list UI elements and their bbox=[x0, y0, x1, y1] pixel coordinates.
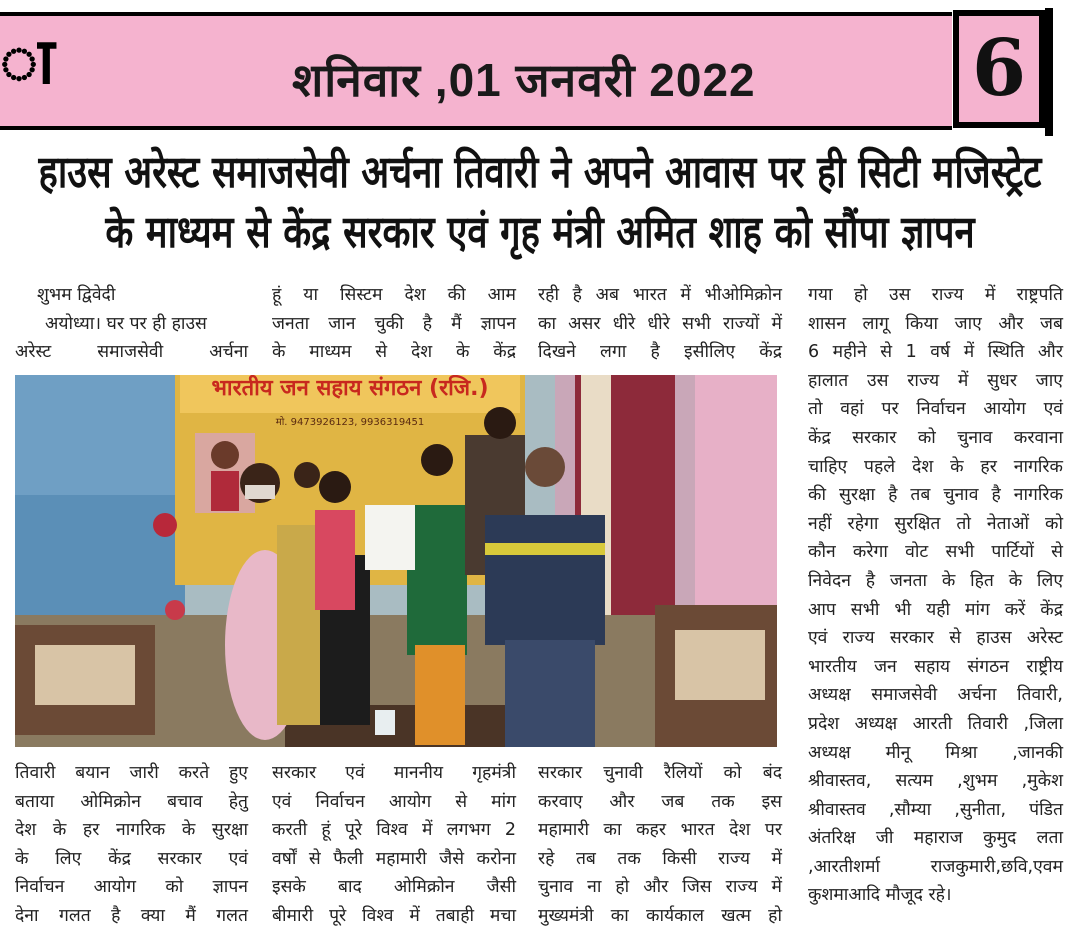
text-line: अध्यक्ष समाजसेवी अर्चना तिवारी, bbox=[808, 685, 1063, 706]
header-right-edge bbox=[1045, 8, 1053, 136]
article-column-1-top bbox=[15, 281, 248, 367]
text-line: केंद्र सरकार को चुनाव करवाना bbox=[808, 427, 1063, 448]
text-line: निवेदन है जनता के हित के लिए bbox=[808, 570, 1063, 591]
text-line: आप सभी भी यही मांग करें केंद्र bbox=[808, 599, 1063, 620]
text-line: की सुरक्षा है तब चुनाव है नागरिक bbox=[808, 485, 1063, 506]
text-line: बताया ओमिक्रोन बचाव हेतु bbox=[15, 791, 248, 812]
text-line: करती हूं पूरे विश्व में लगभग 2 bbox=[272, 820, 516, 841]
text-line: शासन लागू किया जाए और जब bbox=[808, 313, 1063, 334]
text-line: के माध्यम से देश के केंद्र bbox=[272, 342, 516, 363]
headline-line-1: हाउस अरेस्ट समाजसेवी अर्चना तिवारी ने अपने आवास पर ही सिटी मजिस्ट्रेट bbox=[38, 146, 1042, 198]
text-line: एवं राज्य सरकार से हाउस अरेस्ट bbox=[808, 628, 1063, 649]
text-line: रही है अब भारत में भीओमिक्रोन bbox=[538, 285, 782, 305]
text-line: कौन करेगा वोट सभी पार्टियों से bbox=[808, 542, 1063, 563]
text-line: अरेस्ट समाजसेवी अर्चना bbox=[15, 342, 248, 363]
text-line: का असर धीरे धीरे सभी राज्यों में bbox=[538, 313, 782, 334]
text-line: जनता जान चुकी है मैं ज्ञापन bbox=[272, 313, 516, 334]
text-line: अध्यक्ष मीनू मिश्रा ,जानकी bbox=[808, 742, 1063, 763]
text-line: निर्वाचन आयोग को ज्ञापन bbox=[15, 877, 248, 898]
text-line: तो वहां पर निर्वाचन आयोग एवं bbox=[808, 399, 1063, 420]
cropped-masthead-glyph: ा bbox=[0, 25, 55, 99]
text-line: भारतीय जन सहाय संगठन राष्ट्रीय bbox=[808, 656, 1063, 677]
text-line: श्रीवास्तव, सत्यम ,शुभम ,मुकेश bbox=[808, 771, 1063, 792]
text-line: तिवारी बयान जारी करते हुए bbox=[15, 763, 248, 783]
byline: शुभम द्विवेदी bbox=[37, 285, 116, 305]
text-line: दिखने लगा है इसीलिए केंद्र bbox=[538, 342, 782, 363]
text-line: कुशमाआदि मौजूद रहे। bbox=[808, 885, 952, 906]
issue-date: शनिवार ,01 जनवरी 2022 bbox=[292, 54, 756, 106]
text-line: महामारी का कहर भारत देश पर bbox=[538, 820, 782, 841]
text-line: देना गलत है क्या मैं गलत bbox=[15, 905, 248, 926]
text-line: करवाए और जब तक इस bbox=[538, 791, 782, 812]
text-line: प्रदेश अध्यक्ष आरती तिवारी ,जिला bbox=[808, 713, 1063, 734]
text-line: श्रीवास्तव ,सौम्या ,सुनीता, पंडित bbox=[808, 799, 1063, 820]
text-line: मुख्यमंत्री का कार्यकाल खत्म हो bbox=[538, 905, 782, 926]
text-line: नहीं रहेगा सुरक्षित तो नेताओं को bbox=[808, 513, 1063, 534]
text-line: अयोध्या। घर पर ही हाउस bbox=[45, 313, 207, 334]
page-number: 6 bbox=[971, 23, 1027, 114]
banner-title: भारतीय जन सहाय संगठन (रजि.) bbox=[211, 376, 489, 401]
text-line: इसके बाद ओमिक्रोन जैसी bbox=[272, 877, 516, 898]
article-column-4 bbox=[808, 281, 1063, 910]
text-line: अंतरिक्ष जी महाराज कुमुद लता bbox=[808, 828, 1063, 849]
text-line: के लिए केंद्र सरकार एवं bbox=[15, 848, 248, 869]
text-line: रहे तब तक किसी राज्य में bbox=[538, 848, 782, 869]
text-line: 6 महीने से 1 वर्ष में स्थिति और bbox=[808, 342, 1063, 363]
text-line: बीमारी पूरे विश्व में तबाही मचा bbox=[272, 905, 516, 926]
headline-line-2: के माध्यम से केंद्र सरकार एवं गृह मंत्री अमित शाह को सौंपा ज्ञापन bbox=[105, 206, 975, 258]
text-line: एवं निर्वाचन आयोग से मांग bbox=[272, 791, 516, 812]
text-line: चुनाव ना हो और जिस राज्य में bbox=[538, 877, 782, 898]
banner-phone: मो. 9473926123, 9936319451 bbox=[275, 417, 425, 428]
article-column-3-bottom bbox=[538, 759, 782, 931]
text-line: वर्षों से फैली महामारी जैसे करोना bbox=[272, 848, 516, 869]
text-line: देश के हर नागरिक के सुरक्षा bbox=[15, 820, 248, 841]
article-column-2-top bbox=[272, 281, 516, 367]
text-line: गया हो उस राज्य में राष्ट्रपति bbox=[808, 285, 1063, 305]
text-line: ,आरतीशर्मा राजकुमारी,छवि,एवम bbox=[808, 856, 1063, 877]
text-line: हूं या सिस्टम देश की आम bbox=[272, 285, 516, 305]
text-line: सरकार एवं माननीय गृहमंत्री bbox=[272, 763, 516, 783]
article-column-1-bottom bbox=[15, 759, 248, 931]
text-line: सरकार चुनावी रैलियों को बंद bbox=[538, 763, 782, 783]
text-line: चाहिए पहले देश के हर नागरिक bbox=[808, 456, 1063, 477]
news-photo bbox=[15, 375, 777, 747]
text-line: हालात उस राज्य में सुधर जाए bbox=[808, 370, 1063, 391]
article-column-2-bottom bbox=[272, 759, 516, 931]
article-column-3-top bbox=[538, 281, 782, 367]
